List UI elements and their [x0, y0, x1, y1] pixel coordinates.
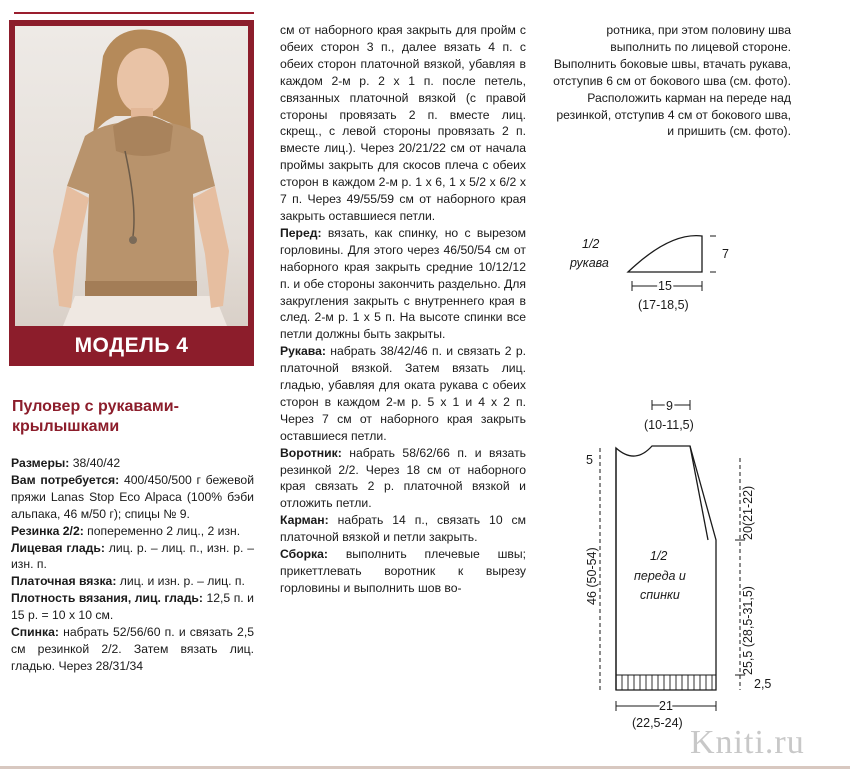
side-height-label: 25,5 (28,5-31,5) [741, 586, 755, 675]
model-photo [15, 26, 248, 326]
materials-paragraph [11, 472, 254, 523]
collar-label: Воротник: [280, 445, 342, 460]
rib-paragraph [11, 523, 254, 540]
pattern-title [12, 397, 252, 437]
garter-text: лиц. и изн. р. – лиц. п. [116, 574, 245, 589]
sleeves-text: набрать 38/42/46 п. и связать 2 р. платочной вязкой. Затем вязать лиц. гладью, убавляя для оката рукава с обеих сторон в каждом 2-м р. 5 х 1 и 4 х 2 п. Через 7 см от наборного края закрыть оставшиеся петли. [280, 344, 526, 443]
assembly-text: выполнить плечевые швы; прикеттлевать воротник к вырезу горловины и выполнить шов во- [280, 547, 526, 595]
pattern-title-line1: Пуловер с рукавами- [12, 398, 179, 415]
instructions-column-2 [280, 22, 526, 597]
assembly-paragraph [280, 546, 526, 597]
garter-paragraph [11, 573, 254, 590]
sleeve-schematic [569, 236, 729, 312]
back-label: Спинка: [11, 625, 59, 640]
sizes-label: Размеры: [11, 456, 70, 470]
body-width-sizes: (22,5-24) [632, 716, 683, 730]
pocket-label: Карман: [280, 513, 329, 528]
sizes-paragraph [11, 455, 254, 472]
bottom-rule [0, 766, 850, 769]
model-illustration [15, 26, 248, 326]
gauge-label: Плотность вязания, лиц. гладь: [11, 591, 203, 606]
body-label-name-2: спинки [640, 588, 680, 602]
rib-height-label: 2,5 [754, 677, 772, 691]
gauge-text: 12,5 п. и 15 р. = 10 х 10 см. [11, 591, 254, 623]
assembly-continued-text: ротника, при этом половину шва выполнить по лицевой стороне. Выполнить боковые швы, втачать рукава, отступив 6 см от бокового шва (см. фото). Расположить карман на переде над резинкой, отступив 4 см от бокового шва, и пришить (см. фото). [553, 23, 791, 139]
rib-text: попеременно 2 лиц., 2 изн. [83, 523, 241, 538]
materials-label: Вам потребуется: [11, 472, 120, 487]
back-continued-text: см от наборного края закрыть для пройм с обеих сторон 3 п., далее вязать 4 п. с обеих сторон платочной вязкой, убавляя в каждом 2-м р. 2 х 1 п. после петель, связанных платочной вязкой (с правой стороны провязать 2 п. вместе лиц. скрещ., с левой стороны провязать 2 п. вместе лиц.). Через 20/21/22 см от начала проймы закрыть для скосов плеча с обеих сторон в каждом 2-м р. 1 х 6, 1 х 5/2 х 6/2 х 7 п. Через 49/55/59 см от наборного края закрыть оставшиеся петли. [280, 23, 526, 223]
stockinette-text: лиц. р. – лиц. п., изн. р. – изн. п. [11, 540, 254, 572]
collar-paragraph [280, 445, 526, 513]
back-continued-paragraph [280, 22, 526, 225]
neck-width-label: 9 [666, 399, 673, 413]
body-schematic [585, 399, 771, 713]
sleeves-label: Рукава: [280, 344, 326, 359]
body-label-name: переда и [634, 569, 686, 583]
front-text: вязать, как спинку, но с вырезом горловины. Для этого через 46/50/54 см от наборного края закрыть средние 10/12/12 п. и обе стороны закончить раздельно. Для закругления закрыть с внутреннего края в след. 2-м р. 1 х 5 п. На высоте спинки все петли должны быть закрыты. [280, 225, 526, 342]
back-paragraph [11, 624, 254, 675]
rib-hem [616, 675, 716, 690]
materials-text: 400/450/500 г бежевой пряжи Lanas Stop Eco Alpaca (100% бэби альпака, 46 м/50 г); спицы № 9. [11, 472, 255, 521]
watermark-logo: Kniti.ru [690, 724, 805, 761]
rib-label: Резинка 2/2: [11, 523, 84, 538]
pocket-text: набрать 14 п., связать 10 см платочной вязкой и петли закрыть. [280, 513, 526, 545]
armhole-height-label: 20(21-22) [741, 485, 755, 540]
instructions-column-3 [551, 22, 791, 140]
sleeves-paragraph [280, 343, 526, 444]
schematic-diagrams [540, 220, 840, 720]
sleeve-label-name: рукава [570, 256, 609, 270]
sleeve-outline [628, 236, 702, 272]
neck-width-sizes: (10-11,5) [644, 418, 694, 432]
assembly-label: Сборка: [280, 547, 328, 562]
collar-text: набрать 58/62/66 п. и вязать резинкой 2/2. Через 18 см от наборного края связать 2 р. платочной вязкой и отложить петли. [280, 445, 526, 511]
body-label-fraction: 1/2 [650, 549, 668, 563]
stockinette-label: Лицевая гладь: [11, 540, 105, 555]
back-text: набрать 52/56/60 п. и связать 2,5 см резинкой 2/2. Затем вязать лиц. гладью. Через 28/31/34 [11, 625, 254, 673]
pocket-paragraph [280, 512, 526, 546]
total-height-label: 46 (50-54) [585, 547, 599, 605]
model-label: МОДЕЛЬ 4 [74, 334, 189, 357]
instructions-column-1 [11, 455, 254, 675]
garter-label: Платочная вязка: [11, 574, 117, 589]
pattern-title-line2: крылышками [12, 418, 120, 435]
sleeve-width-sizes: (17-18,5) [638, 298, 689, 312]
front-label: Перед: [280, 225, 322, 240]
neck-depth-label: 5 [586, 453, 593, 467]
sleeve-label-fraction: 1/2 [582, 237, 600, 251]
body-outline [616, 446, 716, 690]
gauge-paragraph [11, 590, 254, 624]
sizes-text: 38/40/42 [69, 456, 121, 470]
top-rule [14, 12, 254, 14]
sleeve-width-label: 15 [658, 279, 672, 293]
sleeve-height-label: 7 [722, 247, 729, 261]
stockinette-paragraph [11, 540, 254, 574]
body-width-label: 21 [659, 699, 673, 713]
model-photo-frame [9, 20, 254, 366]
front-paragraph [280, 225, 526, 343]
